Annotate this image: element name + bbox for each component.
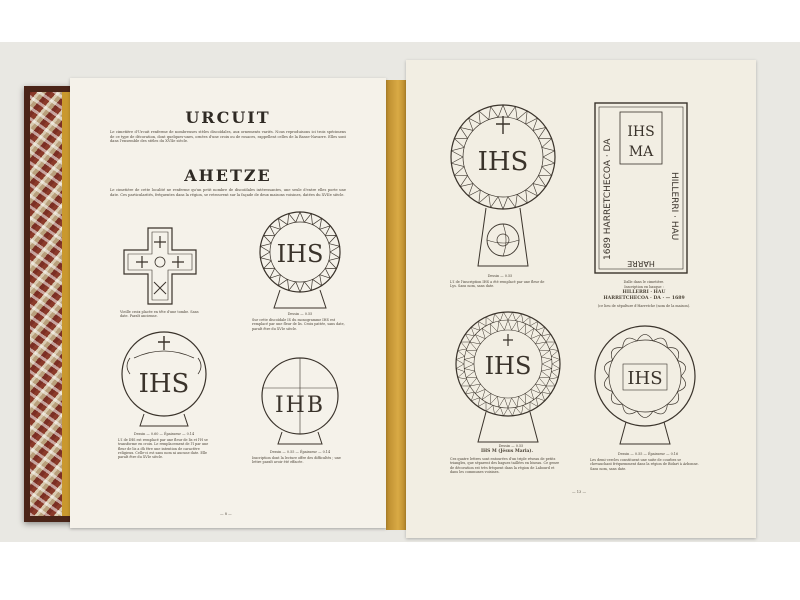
caption-fig4: Inscription dont la lecture offre des difficultés ; une lettre paraît avoir été effacée. xyxy=(252,456,341,465)
engraving-mark xyxy=(456,364,464,372)
engraving-mark xyxy=(504,398,511,408)
engraving-mark xyxy=(525,389,534,399)
page-number-left: — 8 — xyxy=(220,512,232,516)
engraving-mark xyxy=(329,244,340,252)
caption-fig3: L'I de IHS est remplacé par une fleur de lis et l'H se transforme en croix. Le remplacement de l'I par une fleur de lis a dû être une intention de caractère religieux. Celle-ci est sans nom ni aucune date. Elle paraît être du XVIe siècle. xyxy=(118,438,209,460)
engraving-mark xyxy=(542,334,551,342)
engraving-mark xyxy=(482,389,491,399)
caption-fig6-line2: HARRETCHECOA · DA · — 1689 xyxy=(603,296,685,301)
engraving-mark xyxy=(498,105,508,117)
caption-fig6-sub: Inscription en basque : xyxy=(624,285,664,289)
engraving-mark xyxy=(551,356,559,364)
engraving-mark xyxy=(504,320,511,330)
caption-fig6-title: Dalle dans le cimetière. xyxy=(623,280,665,284)
engraving-mark xyxy=(260,252,271,260)
engraving-mark xyxy=(482,328,491,338)
engraving-mark xyxy=(296,282,305,292)
engraving-mark xyxy=(461,342,470,349)
engraving-mark xyxy=(539,350,550,357)
paragraph-urcuit: Le cimetière d'Urcuit renferme de nombreuses stèles discoïdales, aux ornements variés. Nous reproduisons ici trois spécimens de ce type de décoration, dont quelques-unes, ornées d'une croix ou de rosaces, rappellent celles de la Basse-Navarre. Elles sont dans l'ensemble des stèles du XVIIe siècle. xyxy=(110,130,346,144)
engraving-mark xyxy=(523,317,530,326)
stele-ihs-triangles-figure xyxy=(452,308,564,448)
engraving-mark xyxy=(329,252,340,260)
monogram-ihs-fig8: IHS xyxy=(627,368,663,389)
stele-rayed-disc-figure xyxy=(250,210,350,314)
engraving-mark xyxy=(486,317,493,326)
slab-monogram-ma: MA xyxy=(628,144,654,160)
engraving-mark xyxy=(508,407,516,415)
engraving-mark xyxy=(464,357,475,364)
engraving-mark xyxy=(475,384,485,393)
monogram-ihs-fig7: IHS xyxy=(484,352,532,380)
engraving-mark xyxy=(541,364,552,371)
engraving-mark xyxy=(475,335,485,344)
caption-fig2: Sur cette discoïdale IS du monogramme IHS est remplacé par une fleur de lis. Croix pattée, sans date, paraît être du XVIe siècle. xyxy=(252,318,345,331)
caption-fig6-line3: (ce lieu de sépulture d'Harretche (nom de la maison). xyxy=(597,304,691,308)
engraving-mark xyxy=(461,379,470,386)
caption-fig7: Ces quatre lettres sont entourées d'un triple réseau de petits triangles, que séparent des bagues taillées en biseau. Ce genre de décoration est très fréquent dans la région de Labourd et dans les communes voisines. xyxy=(450,457,560,474)
stele-semicircle-border-figure xyxy=(590,322,700,450)
caption-fig7-meta: Dessin — 0.55 xyxy=(498,444,524,448)
engraving-mark xyxy=(451,157,464,167)
monogram-ihb-fig4: IHB xyxy=(274,393,326,418)
slab-right-inscription: HILLERRI · HAU xyxy=(669,172,679,241)
right-page xyxy=(406,60,756,538)
monogram-ihs-fig5: IHS xyxy=(477,147,529,177)
monogram-ihs-fig2: IHS xyxy=(276,240,324,268)
caption-fig3-meta: Dessin — 0.60 — Épaisseur — 0.14 xyxy=(133,432,195,436)
stele-cross-figure xyxy=(120,226,200,310)
engraving-mark xyxy=(260,244,271,252)
caption-fig4-meta: Dessin — 0.55 — Épaisseur — 0.14 xyxy=(269,450,331,454)
heading-urcuit: URCUIT xyxy=(185,108,271,127)
stele-ihs-disc-figure xyxy=(116,328,212,432)
monogram-ihs-fig3: IHS xyxy=(138,369,190,399)
engraving-mark xyxy=(542,157,555,167)
engraving-mark xyxy=(451,147,464,157)
engraving-mark xyxy=(531,384,541,393)
caption-fig1: Vieille croix placée en tête d'une tombe. Sans date. Paraît ancienne. xyxy=(120,310,199,319)
engraving-mark xyxy=(541,357,552,364)
paragraph-ahetze: Le cimetière de cette localité ne renferme qu'un petit nombre de discoïdales intéressantes, une seule d'entre elles porte une date. Ces particularités, fréquentes dans la région, se retrouvent sur la façade de deux maisons voisines, datées du XVIIe siècle. xyxy=(110,188,346,197)
engraving-mark xyxy=(531,335,541,344)
engraving-mark xyxy=(542,386,551,394)
stele-triangle-border-figure xyxy=(448,102,558,276)
engraving-mark xyxy=(500,312,508,320)
engraving-mark xyxy=(523,402,530,411)
heading-ahetze: AHETZE xyxy=(184,166,272,185)
engraving-mark xyxy=(486,402,493,411)
engraving-mark xyxy=(498,197,508,209)
engraving-mark xyxy=(539,371,550,378)
stele-lettered-disc-figure xyxy=(252,356,348,450)
engraving-mark xyxy=(456,356,464,364)
engraving-mark xyxy=(464,364,475,371)
engraving-mark xyxy=(546,379,555,386)
grave-slab-figure xyxy=(594,102,688,278)
engraving-mark xyxy=(465,386,474,394)
engraving-mark xyxy=(500,407,508,415)
engraving-mark xyxy=(466,371,477,378)
engraving-mark xyxy=(465,334,474,342)
engraving-mark xyxy=(296,212,305,222)
caption-fig2-meta: Dessin — 0.55 xyxy=(287,312,313,316)
slab-monogram-ihs: IHS xyxy=(627,124,655,140)
engraving-mark xyxy=(551,364,559,372)
caption-fig6-line1: HILLERRI · HAU xyxy=(622,290,666,295)
engraving-mark xyxy=(525,328,534,338)
engraving-mark xyxy=(546,342,555,349)
caption-fig5: L'I de l'inscription IHS a été remplacé par une fleur de Lys. Sans nom, sans date. xyxy=(450,280,545,289)
engraving-mark xyxy=(508,312,516,320)
caption-fig5-meta: Dessin — 0.55 xyxy=(487,274,513,278)
caption-fig8-meta: Dessin — 0.55 — Épaisseur — 0.16 xyxy=(617,452,679,456)
left-page xyxy=(70,78,386,528)
caption-fig8: Les demi-cercles constituent une suite de courbes se chevauchant fréquemment dans la région de Bidart à Arbonne. Sans nom, sans date. xyxy=(590,458,699,471)
engraving-mark xyxy=(466,350,477,357)
page-number-right: — 13 — xyxy=(572,490,587,494)
engraving-mark xyxy=(542,147,555,157)
slab-left-inscription: 1689 HARRETCHECOA · DA xyxy=(603,138,613,260)
slab-bottom-inscription: HARRE xyxy=(627,259,655,268)
caption-fig7-title: IHS M (Jésus Maria). xyxy=(480,449,534,454)
